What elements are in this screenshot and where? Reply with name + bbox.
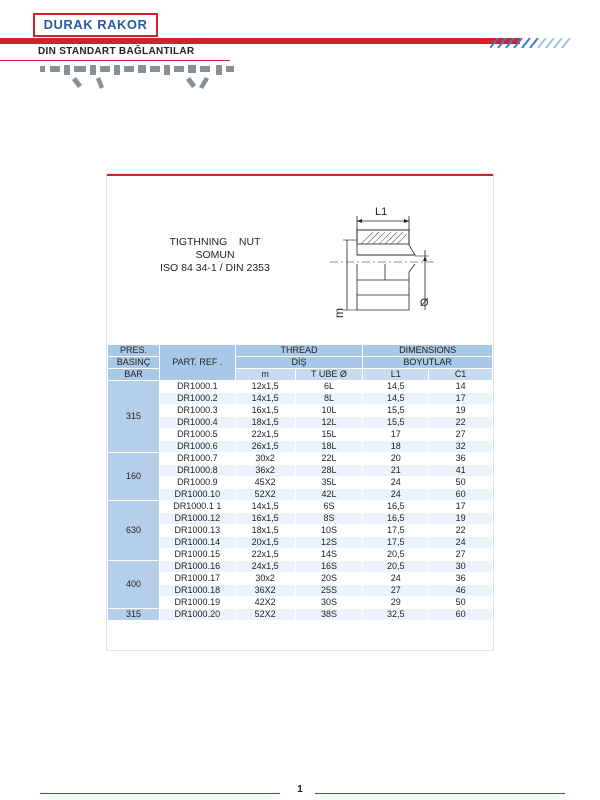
header-dimensions: DIMENSIONS [363, 345, 493, 357]
cell-m: 52X2 [235, 609, 295, 621]
header-part-ref: PART. REF . [159, 345, 235, 381]
cell-l1: 18 [363, 441, 429, 453]
cell-ref: DR1000.12 [159, 513, 235, 525]
cell-l1: 32,5 [363, 609, 429, 621]
cell-m: 14x1,5 [235, 501, 295, 513]
cell-m: 16x1,5 [235, 405, 295, 417]
cell-ref: DR1000.10 [159, 489, 235, 501]
table-row [108, 417, 493, 429]
cell-tube: 14S [295, 549, 363, 561]
pressure-cell: 315 [108, 609, 160, 621]
cell-l1: 17,5 [363, 525, 429, 537]
cell-l1: 24 [363, 573, 429, 585]
table-row [108, 561, 493, 573]
cell-ref: DR1000.16 [159, 561, 235, 573]
spec-table-body [108, 345, 493, 621]
diagram-label-diameter: Ø [420, 297, 429, 309]
header-red-bar [0, 38, 520, 44]
cell-l1: 27 [363, 585, 429, 597]
cell-tube: 18L [295, 441, 363, 453]
header-boyutlar: BOYUTLAR [363, 357, 493, 369]
diagram-label-m: m [332, 308, 346, 318]
fittings-thumbnail-strip [40, 63, 240, 105]
cell-m: 12x1,5 [235, 381, 295, 393]
cell-l1: 21 [363, 465, 429, 477]
cell-tube: 30S [295, 597, 363, 609]
cell-tube: 16S [295, 561, 363, 573]
table-row [108, 453, 493, 465]
page-footer [0, 784, 600, 800]
cell-c1: 50 [429, 597, 493, 609]
cell-c1: 60 [429, 489, 493, 501]
table-row [108, 429, 493, 441]
brand-logo-text: DURAK RAKOR [43, 17, 148, 32]
cell-tube: 42L [295, 489, 363, 501]
table-row [108, 381, 493, 393]
table-row [108, 513, 493, 525]
cell-ref: DR1000.4 [159, 417, 235, 429]
cell-m: 42X2 [235, 597, 295, 609]
table-row [108, 585, 493, 597]
cell-c1: 60 [429, 609, 493, 621]
cell-c1: 19 [429, 513, 493, 525]
product-name-en: TIGTHNING NUT [169, 236, 261, 248]
cell-l1: 20,5 [363, 561, 429, 573]
pressure-cell: 400 [108, 561, 160, 609]
table-row [108, 489, 493, 501]
cell-m: 30x2 [235, 453, 295, 465]
cell-l1: 15,5 [363, 405, 429, 417]
cell-ref: DR1000.14 [159, 537, 235, 549]
cell-ref: DR1000.17 [159, 573, 235, 585]
cell-ref: DR1000.18 [159, 585, 235, 597]
cell-m: 22x1,5 [235, 549, 295, 561]
cell-ref: DR1000.3 [159, 405, 235, 417]
cell-m: 24x1,5 [235, 561, 295, 573]
cell-ref: DR1000.19 [159, 597, 235, 609]
card-top-border [107, 174, 493, 176]
header-c1: C1 [429, 369, 493, 381]
cell-c1: 30 [429, 561, 493, 573]
cell-l1: 17,5 [363, 537, 429, 549]
cell-c1: 17 [429, 393, 493, 405]
cell-tube: 35L [295, 477, 363, 489]
table-row [108, 537, 493, 549]
cell-tube: 6S [295, 501, 363, 513]
cell-tube: 12S [295, 537, 363, 549]
cell-l1: 24 [363, 489, 429, 501]
cell-l1: 16,5 [363, 513, 429, 525]
table-row [108, 405, 493, 417]
header-row-1 [108, 345, 493, 357]
product-standard: ISO 84 34-1 / DIN 2353 [160, 262, 270, 274]
table-row [108, 549, 493, 561]
cell-ref: DR1000.5 [159, 429, 235, 441]
title-underline [0, 60, 230, 61]
cell-m: 22x1,5 [235, 429, 295, 441]
header-tube: T UBE Ø [295, 369, 363, 381]
cell-m: 26x1,5 [235, 441, 295, 453]
cell-m: 52X2 [235, 489, 295, 501]
cell-ref: DR1000.20 [159, 609, 235, 621]
cell-c1: 14 [429, 381, 493, 393]
brand-logo [33, 13, 158, 37]
product-name-tr: SOMUN [195, 249, 235, 261]
header-bar: BAR [108, 369, 160, 381]
table-row [108, 477, 493, 489]
footer-line-left [40, 793, 280, 794]
cell-ref: DR1000.1 [159, 381, 235, 393]
cell-tube: 15L [295, 429, 363, 441]
cell-c1: 24 [429, 537, 493, 549]
cell-m: 45X2 [235, 477, 295, 489]
cell-ref: DR1000.6 [159, 441, 235, 453]
page-title: DIN STANDART BAĞLANTILAR [38, 46, 195, 57]
cell-l1: 20,5 [363, 549, 429, 561]
table-row [108, 597, 493, 609]
header-dis: DİŞ [235, 357, 363, 369]
cell-tube: 12L [295, 417, 363, 429]
cell-l1: 20 [363, 453, 429, 465]
cell-ref: DR1000.9 [159, 477, 235, 489]
product-description [140, 236, 290, 275]
cell-c1: 36 [429, 453, 493, 465]
cell-l1: 16,5 [363, 501, 429, 513]
cell-tube: 8S [295, 513, 363, 525]
header-stripes [490, 38, 580, 48]
cell-ref: DR1000.13 [159, 525, 235, 537]
cell-c1: 36 [429, 573, 493, 585]
footer-line-right [315, 793, 565, 794]
header-m: m [235, 369, 295, 381]
header-l1: L1 [363, 369, 429, 381]
cell-l1: 29 [363, 597, 429, 609]
cell-c1: 27 [429, 429, 493, 441]
cell-tube: 10S [295, 525, 363, 537]
cell-ref: DR1000.8 [159, 465, 235, 477]
cell-m: 16x1,5 [235, 513, 295, 525]
cell-c1: 17 [429, 501, 493, 513]
cell-tube: 8L [295, 393, 363, 405]
cell-l1: 14,5 [363, 393, 429, 405]
header-thread: THREAD [235, 345, 363, 357]
cell-ref: DR1000.15 [159, 549, 235, 561]
table-row [108, 501, 493, 513]
cell-tube: 25S [295, 585, 363, 597]
table-row [108, 573, 493, 585]
pressure-cell: 315 [108, 381, 160, 453]
page-number: 1 [297, 784, 303, 795]
cell-l1: 24 [363, 477, 429, 489]
cell-m: 36x2 [235, 465, 295, 477]
table-row [108, 393, 493, 405]
table-row [108, 609, 493, 621]
cell-l1: 17 [363, 429, 429, 441]
cell-ref: DR1000.1 1 [159, 501, 235, 513]
cell-tube: 10L [295, 405, 363, 417]
cell-c1: 32 [429, 441, 493, 453]
cell-ref: DR1000.2 [159, 393, 235, 405]
cell-l1: 15,5 [363, 417, 429, 429]
cell-m: 18x1,5 [235, 525, 295, 537]
cell-c1: 50 [429, 477, 493, 489]
cell-tube: 22L [295, 453, 363, 465]
cell-tube: 38S [295, 609, 363, 621]
header-basinc: BASINÇ [108, 357, 160, 369]
cell-m: 20x1,5 [235, 537, 295, 549]
cell-tube: 6L [295, 381, 363, 393]
cell-tube: 28L [295, 465, 363, 477]
diagram-label-l1: L1 [375, 206, 388, 218]
table-row [108, 525, 493, 537]
cell-l1: 14,5 [363, 381, 429, 393]
cell-m: 14x1,5 [235, 393, 295, 405]
cell-c1: 27 [429, 549, 493, 561]
pressure-cell: 630 [108, 501, 160, 561]
cell-c1: 22 [429, 525, 493, 537]
spec-table [107, 344, 493, 621]
cell-ref: DR1000.7 [159, 453, 235, 465]
cell-m: 36X2 [235, 585, 295, 597]
table-row [108, 441, 493, 453]
cell-tube: 20S [295, 573, 363, 585]
cell-c1: 19 [429, 405, 493, 417]
cell-c1: 22 [429, 417, 493, 429]
header-pres: PRES. [108, 345, 160, 357]
cell-m: 30x2 [235, 573, 295, 585]
cell-c1: 46 [429, 585, 493, 597]
table-row [108, 465, 493, 477]
nut-technical-drawing [325, 200, 445, 330]
cell-c1: 41 [429, 465, 493, 477]
pressure-cell: 160 [108, 453, 160, 501]
cell-m: 18x1,5 [235, 417, 295, 429]
